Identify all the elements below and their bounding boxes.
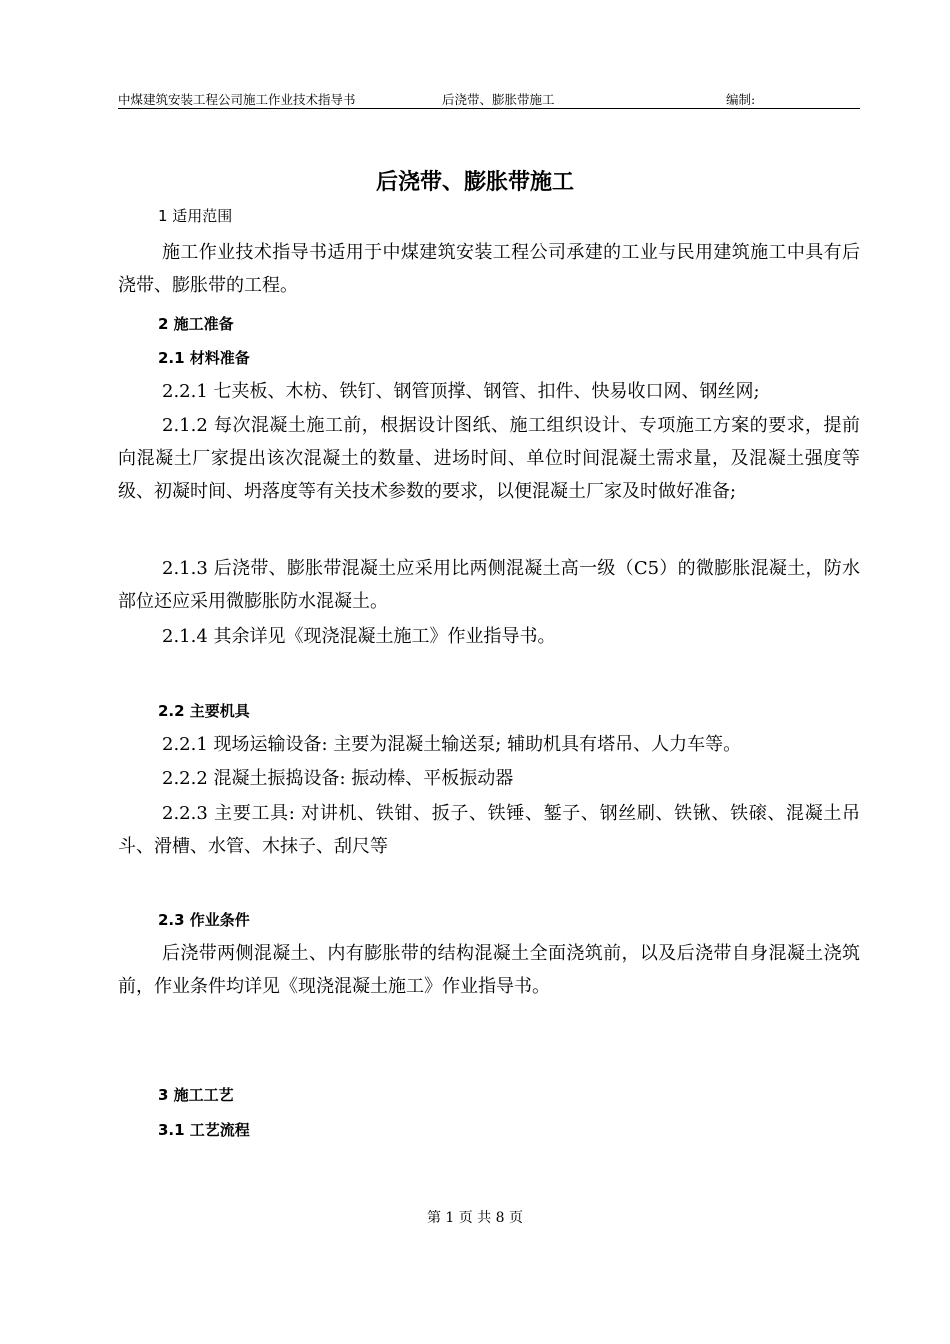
section-2-3-body: 后浇带两侧混凝土、内有膨胀带的结构混凝土全面浇筑前，以及后浇带自身混凝土浇筑前，作业条件均详见《现浇混凝土施工》作业指导书。 xyxy=(118,943,860,997)
document-title: 后浇带、膨胀带施工 xyxy=(375,170,574,195)
section-1-heading: 1 适用范围 xyxy=(158,207,233,225)
section-2-1-item-2: 2.1.2 每次混凝土施工前，根据设计图纸、施工组织设计、专项施工方案的要求，提前向混凝土厂家提出该次混凝土的数量、进场时间、单位时间混凝土需求量，及混凝土强度等级、初凝时间、坍落度等有关技术参数的要求，以便混凝土厂家及时做好准备; xyxy=(118,415,860,502)
section-1-body: 施工作业技术指导书适用于中煤建筑安装工程公司承建的工业与民用建筑施工中具有后浇带、膨胀带的工程。 xyxy=(118,242,860,296)
section-2-2-item-3: 2.2.3 主要工具: 对讲机、铁钳、扳子、铁锤、錾子、钢丝刷、铁锹、铁磙、混凝土吊斗、滑槽、水管、木抹子、刮尺等 xyxy=(118,803,860,857)
section-2-1-item-4: 2.1.4 其余详见《现浇混凝土施工》作业指导书。 xyxy=(162,626,556,647)
section-2-1-item-3: 2.1.3 后浇带、膨胀带混凝土应采用比两侧混凝土高一级（C5）的微膨胀混凝土，防水部位还应采用微膨胀防水混凝土。 xyxy=(118,558,860,612)
header-org-title: 中煤建筑安装工程公司施工作业技术指导书 xyxy=(118,92,356,107)
section-2-1-item-1: 2.2.1 七夹板、木枋、铁钉、钢管顶撑、钢管、扣件、快易收口网、钢丝网; xyxy=(162,381,760,402)
page-header xyxy=(118,92,860,109)
section-2-2-heading: 2.2 主要机具 xyxy=(158,702,250,720)
page-footer: 第 1 页 共 8 页 xyxy=(426,1210,524,1226)
section-2-heading: 2 施工准备 xyxy=(158,315,234,333)
section-2-3-heading: 2.3 作业条件 xyxy=(158,911,250,929)
section-2-1-heading: 2.1 材料准备 xyxy=(158,349,250,367)
header-edit-label: 编制: xyxy=(726,92,756,107)
header-topic: 后浇带、膨胀带施工 xyxy=(442,92,555,107)
section-3-1-heading: 3.1 工艺流程 xyxy=(158,1121,250,1139)
section-3-heading: 3 施工工艺 xyxy=(158,1086,234,1104)
section-2-2-item-2: 2.2.2 混凝土振捣设备: 振动棒、平板振动器 xyxy=(162,768,514,789)
section-2-2-item-1: 2.2.1 现场运输设备: 主要为混凝土输送泵; 辅助机具有塔吊、人力车等。 xyxy=(162,734,742,755)
